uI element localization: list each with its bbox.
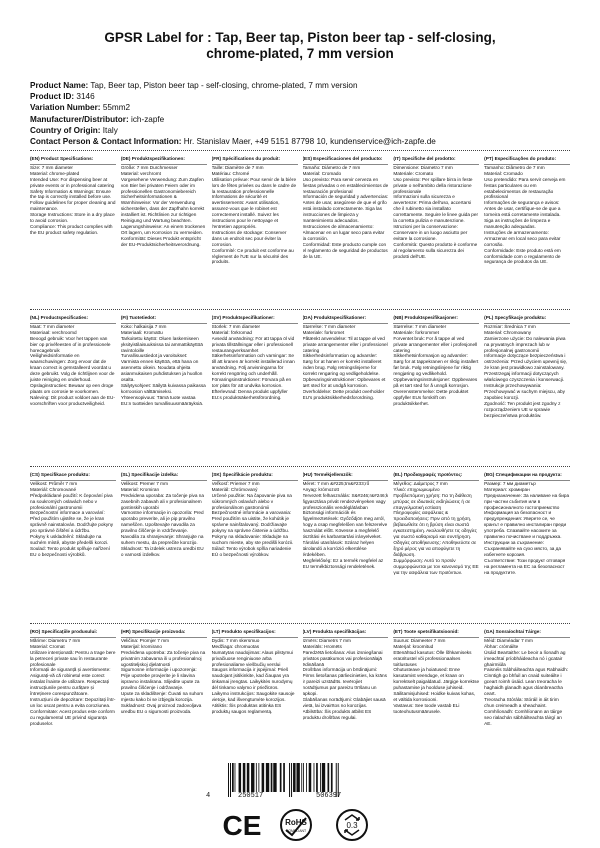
spec-heading: (LV) Produkta specifikācijas: <box>302 629 367 634</box>
spec-text: Maat: 7 mm diameter Materiaal: verchroomd Beoogd gebruik: Voor het tappen van bier op privéfeesten of in professionele horecagebruik Veiligheidsinformatie en waarschuwingen: Zorg ervoor dat de kraan correct is geïnstalleerd voordat u deze gebruikt. Volg de richtlijnen voor de juiste reiniging en onderhoud. Opslaginstructies: Bewaar op een droge plaats om corrosie te voorkomen. Naleving: Dit product voldoet aan de EU-voorschriften voor productveiligheid. <box>30 323 115 406</box>
divider <box>30 623 570 624</box>
barcode-bar <box>291 763 292 797</box>
info-row <box>30 136 575 147</box>
barcode-bar <box>232 763 234 792</box>
info-value: 3146 <box>76 92 95 102</box>
info-value: Hr. Stanislav Maer, +49 5151 87798 10, kundenservice@ich-zapfe.de <box>183 137 436 147</box>
spec-row <box>30 315 570 461</box>
barcode-bar <box>331 763 333 792</box>
barcode-bar <box>256 763 257 792</box>
spec-heading: (RO) Specificațiile produsului: <box>30 629 98 634</box>
spec-cell <box>303 315 389 461</box>
barcode-bar <box>303 763 304 792</box>
spec-text: Suurus: Diameeter 7 mm Materjal: kroomitud Ettenähtud kasutus: Õlle lõhkamiseks eraüritustel või professionaalses toitlustuses Ohutusteave ja hoiatused: Enne kasutamist veenduge, et kraan on korrektselt paigaldatud. Järgige korrektse puhastamise ja hoolduse juhiseid. Säilitamisjuhised: Hoidke kuivas kohas, et vältida korrosiooni. Vastavus: See toode vastab ELi tooteohutusmäärusele. <box>393 637 480 714</box>
spec-text: Velikost: Premer 7 mm Material: Kromiran Predvidena uporaba: Za točenje piva na zasebnih zabavah ali v profesionalnem gostinskih uporabi Varnostne informacije in opozorila: Pred uporabo preverite, ali je pip pravilno nameščen. Upoštevajte navodila za pravilno čiščenje in vzdrževanje. Navodila za shranjevanje: Shranjujte na suhem mestu, da preprečite korozijo. Skladnost: Ta izdelek ustreza uredbi EU o varnosti izdelkov. <box>120 480 204 557</box>
spec-heading: (GA) Sonraíochtaí Táirge: <box>484 629 541 634</box>
barcode-bar <box>273 763 276 792</box>
spec-row <box>30 156 570 304</box>
spec-cell <box>30 629 116 755</box>
spec-cell <box>212 156 298 304</box>
spec-cell <box>393 156 479 304</box>
spec-text: Size: 7 mm diameter Material: chrome-plated Intended Use: For dispensing beer at private events or in professional catering Safety Information & Warnings: Ensure the tap is correctly installed before use. Follow guidelines for proper cleaning and maintenance. Storage Instructions: Store in a dry place to avoid corrosion. Compliance: This product complies with the EU product safety regulation. <box>30 164 116 235</box>
spec-cell <box>30 156 116 304</box>
divider <box>30 150 570 151</box>
spec-cell <box>121 315 207 461</box>
info-row <box>30 125 575 136</box>
barcode-bar <box>322 763 325 792</box>
spec-heading: (SK) Špecifikácie produktu: <box>211 472 273 477</box>
spec-text: Størrelse: 7 mm diameter Materiale: forkromet Påtænkt anvendelse: Til at tappe øl ved private arrangementer eller i professionel catering Sikkerhedsinformation og advarsler: Sørg for at hanen er korrekt installeret inden brug. Følg retningslinjerne for korrekt rengøring og vedligeholdelse. Opbevaringsinstruktioner: Opbevares et tørt sted for at undgå korrosion. Overholdelse: Dette produkt overholder EU's produktsikkerhedsforordning. <box>302 323 388 400</box>
spec-row <box>30 472 570 618</box>
spec-cell <box>212 472 298 618</box>
spec-text: Größe: 7 mm Durchmesser Material: verchromt Vorgesehene Verwendung: Zum Zapfen von Bier bei privaten Feiern oder im professionellen Gastronomiebereich Sicherheitsinformationen & Warnhinweise: Vor der Verwendung sicherstellen, dass der Zapfhahn korrekt installiert ist. Richtlinien zur richtigen Reinigung und Wartung beachten. Lagerungshinweise: An einem trockenen Ort lagern, um Korrosion zu vermeiden. Konformität: Dieses Produkt entspricht der EU-Produktsicherheitsverordnung. <box>120 164 206 247</box>
info-label: Variation Number: <box>30 103 101 113</box>
info-label: Manufacturer/Distributor: <box>30 114 129 124</box>
spec-heading: (ES) Especificaciones del producto: <box>302 156 383 161</box>
spec-heading: (NB) Produktspesifikasjoner: <box>393 315 458 320</box>
spec-cell <box>303 629 389 755</box>
spec-cell <box>30 472 116 618</box>
barcode-bar <box>283 763 285 792</box>
spec-text: Koko: halkaisija 7 mm Materiaali: Kromattu Tarkoitettu käyttö: Oluen laskemiseen yksityistilaisuuksissa tai ammattikäyttöä ravintoloille Turvallisuustiedot ja varoitukset: Varmista ennen käyttöä, että hana on asennettu oikein. Noudata ohjeita asianmukaisen puhdistuksen ja huollon osalta. Säilytysohjeet: Säilytä kuivassa paikassa korroosion välttämiseksi. Yhteensopivuus: Tämä tuote vastaa EU:n tuotteiden turvallisuusmääräyksiä. <box>120 323 206 406</box>
spec-text: Tamaño: Diámetro de 7 mm Material: Cromado Uso previsto: Para servir cerveza en fiestas privadas o en establecimientos de restauración profesional Información de seguridad y advertencias: Antes de usar, asegúrese de que el grifo está instalado correctamente. Siga las instrucciones de limpieza y mantenimiento adecuados. Instrucciones de almacenamiento: Almacenar en un lugar seco para evitar la corrosión. Conformidad: Este producto cumple con el reglamento de seguridad de productos de la UE. <box>302 164 389 259</box>
spec-text: Dydis: 7 mm skersmuo Medžiaga: chromuotas Numatytas naudojimas: Alaus pilstymui privačiuose renginiuose arba profesionaliame viešbučių verslui Saugos informacija ir įspėjimai: Prieš naudojant įsitikinkite, kad čiaupas yra tinkamai įrengtas. Laikykitės nurodymų dėl tinkamo valymo ir priežiūros. Laikymo instrukcijos: Saugokite sausoje vietoje, kad išvengtumėte korozijos. Atitiktis: Šis produktas atitinka ES produktų saugos reglamentą. <box>211 637 295 714</box>
spec-heading: (ET) Toote spetsifikatsioonid: <box>393 629 459 634</box>
spec-cell <box>484 156 570 304</box>
info-label: Country of Origin: <box>30 125 101 135</box>
spec-heading: (EN) Product Specifications: <box>30 156 94 161</box>
barcode-bar <box>228 763 229 797</box>
spec-heading: (DA) Produktspecifikationer: <box>302 315 367 320</box>
barcode-bar <box>296 763 299 792</box>
spec-cell <box>393 315 479 461</box>
barcode-bar <box>293 763 296 792</box>
spec-text: Mărime: Diametru 7 mm Material: Cromat Utilizare intenționată: Pentru a trage bere la petreceri private sau în restaurante profesionale Informații de siguranță și avertismente: Asigurați-vă că robinetul este corect instalat înainte de utilizare. Respectați instrucțiunile pentru curățare și întreținere corespunzătoare. Instrucțiuni de depozitare: Depozitați într-un loc uscat pentru a evita coroziunea. Conformitate: Acest produs este conform cu regulamentul UE privind siguranța produselor. <box>30 637 116 726</box>
spec-heading: (PL) Specyfikacje produktu: <box>484 315 547 320</box>
barcode-bar <box>239 763 242 792</box>
spec-heading: (EL) Προδιαγραφές προϊόντος: <box>393 472 463 477</box>
info-row <box>30 102 575 113</box>
info-value: Tap, Beer tap, Piston beer tap - self-closing, chrome-plated, 7 mm version <box>90 81 358 90</box>
spec-text: Storlek: 7 mm diameter Material: förkromad Avsedd användning: För att tappa öl vid privata tillställningar eller i professionell restaurangverksamhet Säkerhetsinformation och varningar: Se till att kranen är korrekt installerad innan användning. Följ anvisningarna för korrekt rengöring och underhåll. Förvaringsinstruktioner: Förvara på en torr plats för att undvika korrosion. Efterlevnad: Denna produkt uppfyller EU:s produktsäkerhetsförordning. <box>211 323 295 400</box>
spec-cell <box>484 472 570 618</box>
spec-cell <box>393 629 479 755</box>
spec-text: Izmērs: Diametrs 7 mm Materiāls: Hromēts Paredzētā lietošana: Alus izsniegšanai privātos pasākumos vai profesionālajā ēdināšanā Drošības informācija un brīdinājumi: Pirms lietošanas pārliecinieties, ka krāns ir pareizi uzstādīts. Ievērojiet norādījumus par pareizu tīrīšanu un apkopi. Glabāšanas norādījumi: Glabājiet sausā vietā, lai izvairītos no korozijas. Atbilstība: Šis produkts atbilst ES produktu drošības regulai. <box>302 637 387 720</box>
spec-text: Μέγεθος: Διάμετρος 7 mm Υλικό: επιχρωμιωμένο Προβλεπόμενη χρήση: Για τη διάθεση μπύρας σε ιδιωτικές εκδηλώσεις ή σε επαγγελματική εστίαση Πληροφορίες ασφάλειας & προειδοποιήσεις: Πριν από τη χρήση, βεβαιωθείτε ότι η βρύση είναι σωστά εγκατεστημένη. Ακολουθήστε τις οδηγίες για σωστό καθαρισμό και συντήρηση. Οδηγίες αποθήκευσης: Αποθηκεύστε σε ξηρό μέρος για να αποφύγετε τη διάβρωση. Συμμόρφωση: Αυτό το προϊόν συμμορφώνεται με τον κανονισμό της ΕΕ για την ασφάλεια των προϊόντων. <box>393 480 479 575</box>
divider <box>30 309 570 310</box>
info-label: Product Name: <box>30 81 89 90</box>
barcode-bar <box>320 763 321 792</box>
spec-heading: (NL) Productspecificaties: <box>30 315 89 320</box>
barcode-bar <box>243 763 246 792</box>
spec-heading: (LT) Produkto specifikacijos: <box>211 629 276 634</box>
barcode-bar <box>251 763 254 792</box>
spec-text: Méret: 7 mm &#225;tm&#233;rő Anyag: krómozott Tervezett felhasználás: S&#246;r&#246;k figyasztása privát rendezvényeken vagy professzionális vendéglátásban Biztonsági információk és figyelmeztetések: Győződjön meg arról, hogy a csap megfelelően van felszerelve használat előtt. Kövesse a megfelelő tisztítási és karbantartási irányelveket. Tárolási utasítások: Száraz helyen tárolandó a korrózió elkerülése érdekében. Megfelelőség: Ez a termék megfelel az EU termékbiztonsági rendeletének. <box>302 480 389 569</box>
spec-cell <box>303 156 389 304</box>
info-label: Product ID: <box>30 92 75 102</box>
spec-row <box>30 629 570 755</box>
spec-cell <box>484 315 570 461</box>
spec-heading: (HR) Specifikacije proizvoda: <box>120 629 186 634</box>
info-value: ich-zapfe <box>131 114 165 124</box>
spec-text: Veľkosť: Priemer 7 mm Materiál: Chrómovaný Určené použitie: Na čapovanie piva na súkromných oslavách alebo v profesionálnom gastronómii Bezpečnostné informácie a varovania: Pred použitím sa uistite, že kohútik je správne nainštalovaný. Dodržiavajte pokyny na správne čistenie a údržbu. Pokyny na skladovanie: Skladujte na suchom mieste, aby ste predišli korózii. Súlad: Tento výrobok spĺňa nariadenie EÚ o bezpečnosti výrobkov. <box>211 480 294 557</box>
spec-text: Taille: Diamètre de 7 mm Matériau: Chromé Utilisation prévue: Pour servir de la bière lors de fêtes privées ou dans le cadre de la restauration professionnelle Informations de sécurité et avertissements: Avant utilisation, assurez-vous que le robinet est correctement installé. Suivez les instructions pour le nettoyage et l'entretien appropriés. Instructions de stockage: Conserver dans un endroit sec pour éviter la corrosion. Conformité: Ce produit est conforme au règlement de l'UE sur la sécurité des produits. <box>211 164 297 265</box>
rohs-label: RoHS <box>285 818 307 827</box>
spec-cell <box>121 156 207 304</box>
barcode-bar <box>309 763 312 792</box>
barcode-bar <box>271 763 273 792</box>
spec-text: Størrelse: 7 mm diameter Materiale: forkrommet Forventet bruk: For å tappe øl ved private arrangementer eller i profesjonell catering Sikkerhetsinformasjon og advarsler: Sørg for at tappekranen er riktig installert før bruk. Følg retningslinjene for riktig rengjøring og vedlikehold. Oppbevaringsinstruksjoner: Oppbevares på et tørt sted for å unngå korrosjon. Overensstemmelse: Dette produktet oppfyller EUs forskrift om produktsikkerhet. <box>393 323 479 406</box>
spec-heading: (BG) Спецификации на продукта: <box>484 472 562 477</box>
spec-cell <box>212 315 298 461</box>
spec-cell <box>212 629 298 755</box>
spec-cell <box>30 315 116 461</box>
barcode-bar <box>280 763 282 792</box>
info-row <box>30 114 575 125</box>
barcode-bar <box>266 763 269 792</box>
ce-mark-icon <box>222 808 262 842</box>
info-label: Contact Person & Contact Information: <box>30 137 182 147</box>
spec-heading: (IT) Specifiche del prodotto: <box>393 156 456 161</box>
barcode-bar <box>316 763 318 792</box>
barcode-bar <box>230 763 231 797</box>
barcode-digits-left: 250517 <box>238 792 264 800</box>
spec-heading: (PT) Especificações do produto: <box>484 156 557 161</box>
spec-heading: (HU) Termékjellemzők: <box>302 472 353 477</box>
divider <box>30 466 570 467</box>
spec-text: Velikost: Průměr 7 mm Materiál: Chromované Předpokládané použití: K čepování piva na soukromých oslavách nebo v profesionální gastronomii Bezpečnostní informace a varování: Před použitím ujistěte se, že je kran správně nainstalován. Dodržujte pokyny pro správné čištění a údržbu. Pokyny k uskladnění: Skladujte na suchém místě, abyste předešli korozi. Soulad: Tento produkt splňuje nařízení EU o bezpečnosti výrobků. <box>30 480 114 557</box>
recycle-label: 0.3 <box>346 821 358 830</box>
rohs-sublabel: COMPLIANT <box>285 829 307 833</box>
spec-heading: (FR) Spécifications du produit: <box>211 156 281 161</box>
barcode-bar <box>301 763 302 792</box>
spec-cell <box>484 629 570 755</box>
spec-text: Dimensione: Diametro 7 mm Materiale: Cromato Uso previsto: Per spillare birra in feste private o nell'ambito della ristorazione professionale Informazioni sulla sicurezza e avvertenze: Prima dell'uso, accertarsi che il rubinetto sia installato correttamente. Seguire le linee guida per la corretta pulizia e manutenzione. Istruzioni per la conservazione: Conservare in un luogo asciutto per evitare la corrosione. Conformità: Questo prodotto è conforme al regolamento sulla sicurezza dei prodotti dell'UE. <box>393 164 479 259</box>
page-title <box>0 30 600 62</box>
info-row <box>30 80 575 91</box>
info-value: Italy <box>102 125 118 135</box>
title-line-2: chrome-plated, 7 mm version <box>206 46 394 61</box>
spec-text: Veličina: Promjer 7 mm Materijal: kromirano Predviđena upotreba: Za točenje piva na privatnim zabavama ili u profesionalnoj ugostiteljskoj djelatnosti Sigurnosne informacije i upozorenja: Prije upotrebe provjerite je li slavina ispravno instalirana. Slijedite upute za pravilno čišćenje i održavanje. Upute za skladištenje: Čuvati na suhom mjestu kako bi se izbjegla korozija. Sukladnost: Ovaj proizvod zadovoljava uredbu EU o sigurnosti proizvoda. <box>120 637 206 714</box>
barcode-digits-right: 506397 <box>316 792 342 800</box>
barcode-bar <box>306 763 307 792</box>
spec-cell <box>121 472 207 618</box>
barcode-bar <box>328 763 330 792</box>
spec-cell <box>303 472 389 618</box>
ce-mark-text: CE <box>222 810 262 841</box>
spec-cell <box>121 629 207 755</box>
recycle-icon <box>332 808 372 842</box>
barcode-bar <box>262 763 265 792</box>
spec-cell <box>393 472 479 618</box>
spec-text: Rozmiar: Średnica 7 mm Materiał: Chromowany Zamierzone użycie: Do nalewania piwa na prywatnych imprezach lub w profesjonalnej gastronomii Informacje dotyczące bezpieczeństwa i ostrzeżenia: Przed użyciem upewnij się, że kran jest prawidłowo zainstalowany. Przestrzegaj informacji dotyczących właściwego czyszczenia i konserwacji. Instrukcje przechowywania: Przechowywać w suchym miejscu, aby zapobiec korozji. Zgodność: Ten produkt jest zgodny z rozporządzeniem UE w sprawie bezpieczeństwa produktów. <box>484 323 568 418</box>
barcode-bar <box>314 763 315 792</box>
info-row <box>30 91 575 102</box>
spec-heading: (FI) Tuotetiedot: <box>120 315 157 320</box>
barcode-bar <box>258 763 259 792</box>
title-line-1: GPSR Label for : Tap, Beer tap, Piston beer tap - self-closing, <box>104 30 496 45</box>
barcode-bar <box>247 763 250 792</box>
spec-text: Размер: 7 мм диаметър Материал: хромиран Предназначение: За наливане на бира при частни събития или в професионалното гостоприемство Информация за безопасност и предупреждения: Уверете се, че кранът е правилно инсталиран преди употреба. Спазвайте насоките за правилно почистване и поддръжка. Инструкции за съхранение: Съхранявайте на сухо място, за да избегнете корозия. Съответствие: Този продукт отговаря на регламента на ЕС за безопасност на продуктите. <box>484 480 570 575</box>
product-info <box>30 80 575 147</box>
spec-text: Tamanho: Diâmetro de 7 mm Material: Cromado Uso pretendido: Para servir cerveja em festas particulares ou em estabelecimentos de restauração profissional Informações de segurança e avisos: Antes de usar, certifique-se de que a torneira está corretamente instalada. Siga as instruções de limpeza e manutenção adequadas. Instruções de armazenamento: Armazenar em local seco para evitar corrosão. Conformidade: Este produto está em conformidade com o regulamento de segurança de produtos da UE. <box>484 164 566 265</box>
spec-heading: (DE) Produktspezifikationen: <box>120 156 185 161</box>
barcode-bar <box>235 763 236 792</box>
spec-heading: (SL) Specifikacije izdelka: <box>120 472 179 477</box>
barcode-digit: 4 <box>206 792 211 800</box>
info-value: 55mm2 <box>102 103 131 113</box>
spec-text: Méid: Diaméadar 7 mm Ábhar: crómáilte Úsáid Beartaithe: Le beoir a líonadh ag imeachtaí príobháideacha nó i gcatair ghairmiúla Faisnéis Sábháilteachta agus Rabhaidh: Cinntigh go bhfuil an cnaid suiteáilte i gceart roimh úsáid. Lean treoracha le haghaidh glanadh agus dóanbreactha ceart. Treoracha Stórála: Stóráil in áit tirim chun creimeadh a sheachaint. Comhlíonadh: Comhlíonann an táirge seo rialachán sábháilteachta táirgí an AE. <box>484 637 569 726</box>
spec-heading: (CS) Specifikace produktu: <box>30 472 90 477</box>
barcode-bar <box>289 763 290 797</box>
rohs-compliant-icon <box>276 808 316 842</box>
spec-heading: (SV) Produktspecifikationer: <box>211 315 275 320</box>
